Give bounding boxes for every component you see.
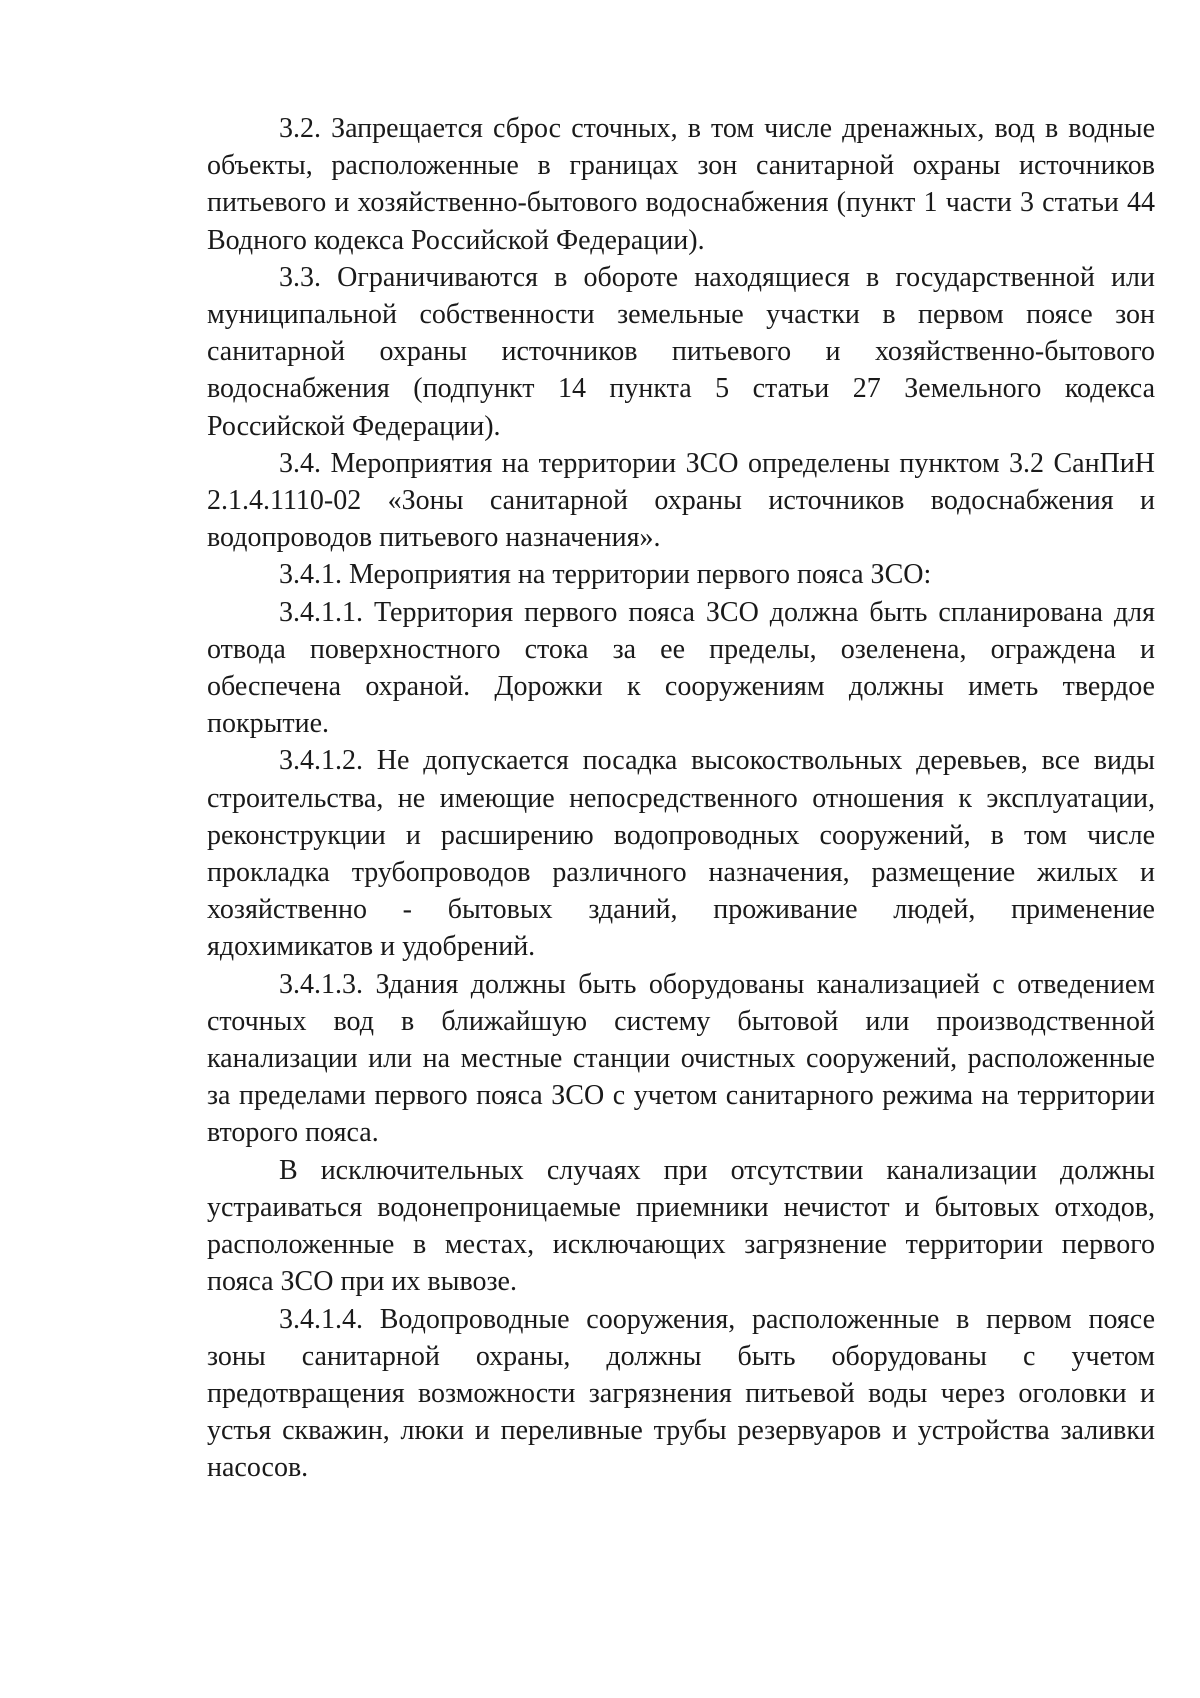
paragraph-3-4: 3.4. Мероприятия на территории ЗСО определены пунктом 3.2 СанПиН 2.1.4.1110-02 «Зоны санитарной охраны источников водоснабжения и водопроводов питьевого назначения».: [207, 447, 1155, 554]
document-body: [207, 110, 1155, 1487]
paragraph-3-4-1-1: 3.4.1.1. Территория первого пояса ЗСО должна быть спланирована для отвода поверхностного стока за ее пределы, озеленена, ограждена и обеспечена охраной. Дорожки к сооружениям должны иметь твердое покрытие.: [207, 596, 1155, 740]
paragraph-3-3: 3.3. Ограничиваются в обороте находящиеся в государственной или муниципальной собственности земельные участки в первом поясе зон санитарной охраны источников питьевого и хозяйственно-бытового водоснабжения (подпункт 14 пункта 5 статьи 27 Земельного кодекса Российской Федерации).: [207, 261, 1155, 442]
paragraph-3-4-1-2: 3.4.1.2. Не допускается посадка высокоствольных деревьев, все виды строительства, не имеющие непосредственного отношения к эксплуатации, реконструкции и расширению водопроводных сооружений, в том числе прокладка трубопроводов различного назначения, размещение жилых и хозяйственно - бытовых зданий, проживание людей, применение ядохимикатов и удобрений.: [207, 745, 1155, 963]
paragraph-3-4-1-3: 3.4.1.3. Здания должны быть оборудованы канализацией с отведением сточных вод в ближайшую систему бытовой или производственной канализации или на местные станции очистных сооружений, расположенные за пределами первого пояса ЗСО с учетом санитарного режима на территории второго пояса.: [207, 968, 1155, 1149]
paragraph-3-4-1-4: 3.4.1.4. Водопроводные сооружения, расположенные в первом поясе зоны санитарной охраны, должны быть оборудованы с учетом предотвращения возможности загрязнения питьевой воды через оголовки и устья скважин, люки и переливные трубы резервуаров и устройства заливки насосов.: [207, 1303, 1155, 1484]
paragraph-3-2: 3.2. Запрещается сброс сточных, в том числе дренажных, вод в водные объекты, расположенные в границах зон санитарной охраны источников питьевого и хозяйственно-бытового водоснабжения (пункт 1 части 3 статьи 44 Водного кодекса Российской Федерации).: [207, 113, 1155, 256]
paragraph-3-4-1: 3.4.1. Мероприятия на территории первого пояса ЗСО:: [279, 559, 932, 591]
paragraph-exceptional-cases: В исключительных случаях при отсутствии канализации должны устраиваться водонепроницаемые приемники нечистот и бытовых отходов, расположенные в местах, исключающих загрязнение территории первого пояса ЗСО при их вывозе.: [207, 1154, 1155, 1298]
